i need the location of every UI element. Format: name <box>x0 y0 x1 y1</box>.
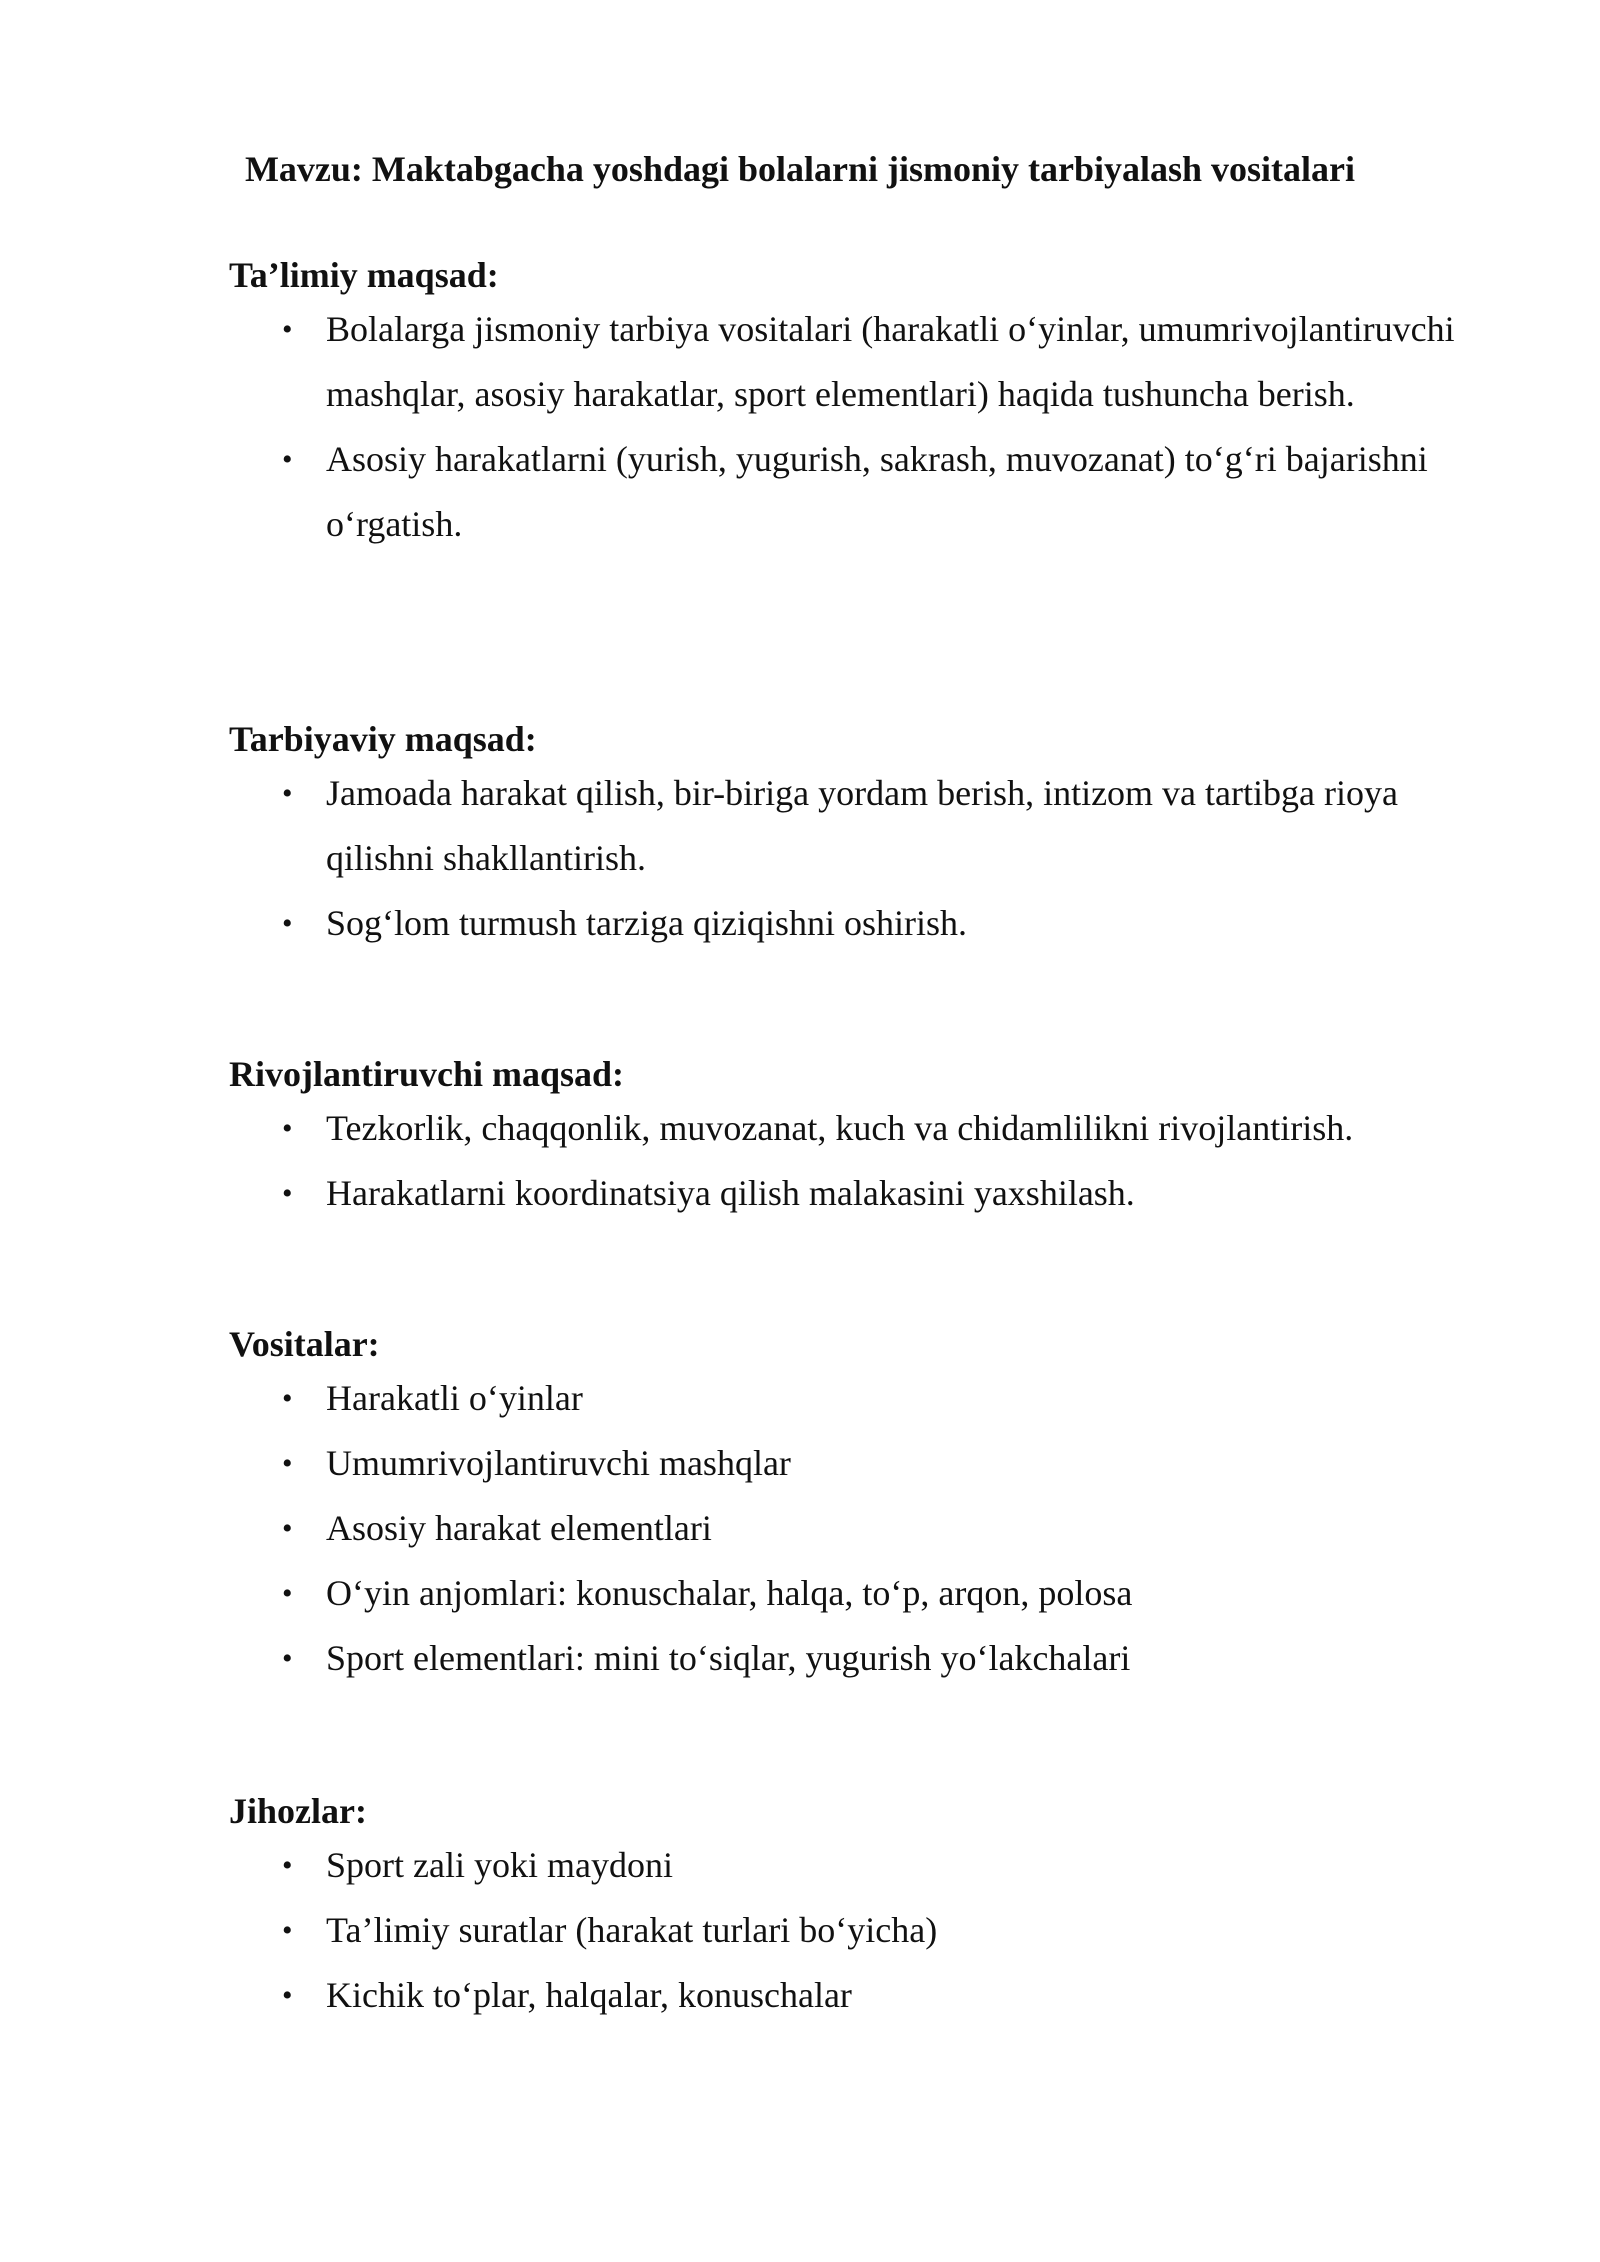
list-item: • Sport elementlari: mini to‘siqlar, yugurish yo‘lakchalari <box>229 1626 1509 1691</box>
section-heading: Vositalar: <box>229 1324 380 1364</box>
section-vositalar <box>229 1323 1509 1691</box>
bullet-list <box>229 1096 1509 1226</box>
section-jihozlar <box>229 1790 1509 2028</box>
bullet-icon: • <box>282 1914 293 1948</box>
bullet-list <box>229 1833 1509 2028</box>
section-tarbiyaviy-maqsad <box>229 718 1509 956</box>
bullet-icon: • <box>282 1447 293 1481</box>
list-item: • Harakatli o‘yinlar <box>229 1366 1509 1431</box>
bullet-icon: • <box>282 907 293 941</box>
section-heading: Ta’limiy maqsad: <box>229 255 499 295</box>
bullet-icon: • <box>282 1849 293 1883</box>
bullet-list <box>229 297 1509 557</box>
section-rivojlantiruvchi-maqsad <box>229 1053 1509 1226</box>
list-item: • Asosiy harakat elementlari <box>229 1496 1509 1561</box>
list-item: • Asosiy harakatlarni (yurish, yugurish, sakrash, muvozanat) to‘g‘ri bajarishni o‘rgatish. <box>229 427 1509 557</box>
bullet-list <box>229 761 1509 956</box>
list-item: • Kichik to‘plar, halqalar, konuschalar <box>229 1963 1509 2028</box>
list-item: • Harakatlarni koordinatsiya qilish malakasini yaxshilash. <box>229 1161 1509 1226</box>
page-title: Mavzu: Maktabgacha yoshdagi bolalarni jismoniy tarbiyalash vositalari <box>244 149 1356 189</box>
bullet-icon: • <box>282 1112 293 1146</box>
list-item: • Jamoada harakat qilish, bir-biriga yordam berish, intizom va tartibga rioya qilishni shakllantirish. <box>229 761 1509 891</box>
bullet-icon: • <box>282 1382 293 1416</box>
list-item: • Sog‘lom turmush tarziga qiziqishni oshirish. <box>229 891 1509 956</box>
bullet-icon: • <box>282 1642 293 1676</box>
section-heading: Jihozlar: <box>229 1791 367 1831</box>
list-item: • Sport zali yoki maydoni <box>229 1833 1509 1898</box>
section-heading: Tarbiyaviy maqsad: <box>229 719 537 759</box>
section-talimiy-maqsad <box>229 254 1509 557</box>
bullet-icon: • <box>282 1979 293 2013</box>
bullet-icon: • <box>282 313 293 347</box>
bullet-icon: • <box>282 443 293 477</box>
list-item: • Umumrivojlantiruvchi mashqlar <box>229 1431 1509 1496</box>
list-item: • Bolalarga jismoniy tarbiya vositalari (harakatli o‘yinlar, umumrivojlantiruvchi mashqlar, asosiy harakatlar, sport elementlari) haqida tushuncha berish. <box>229 297 1509 427</box>
bullet-icon: • <box>282 1577 293 1611</box>
list-item: • O‘yin anjomlari: konuschalar, halqa, to‘p, arqon, polosa <box>229 1561 1509 1626</box>
bullet-list <box>229 1366 1509 1691</box>
list-item: • Tezkorlik, chaqqonlik, muvozanat, kuch va chidamlilikni rivojlantirish. <box>229 1096 1509 1161</box>
bullet-icon: • <box>282 777 293 811</box>
list-item: • Ta’limiy suratlar (harakat turlari bo‘yicha) <box>229 1898 1509 1963</box>
bullet-icon: • <box>282 1177 293 1211</box>
section-heading: Rivojlantiruvchi maqsad: <box>229 1054 625 1094</box>
bullet-icon: • <box>282 1512 293 1546</box>
